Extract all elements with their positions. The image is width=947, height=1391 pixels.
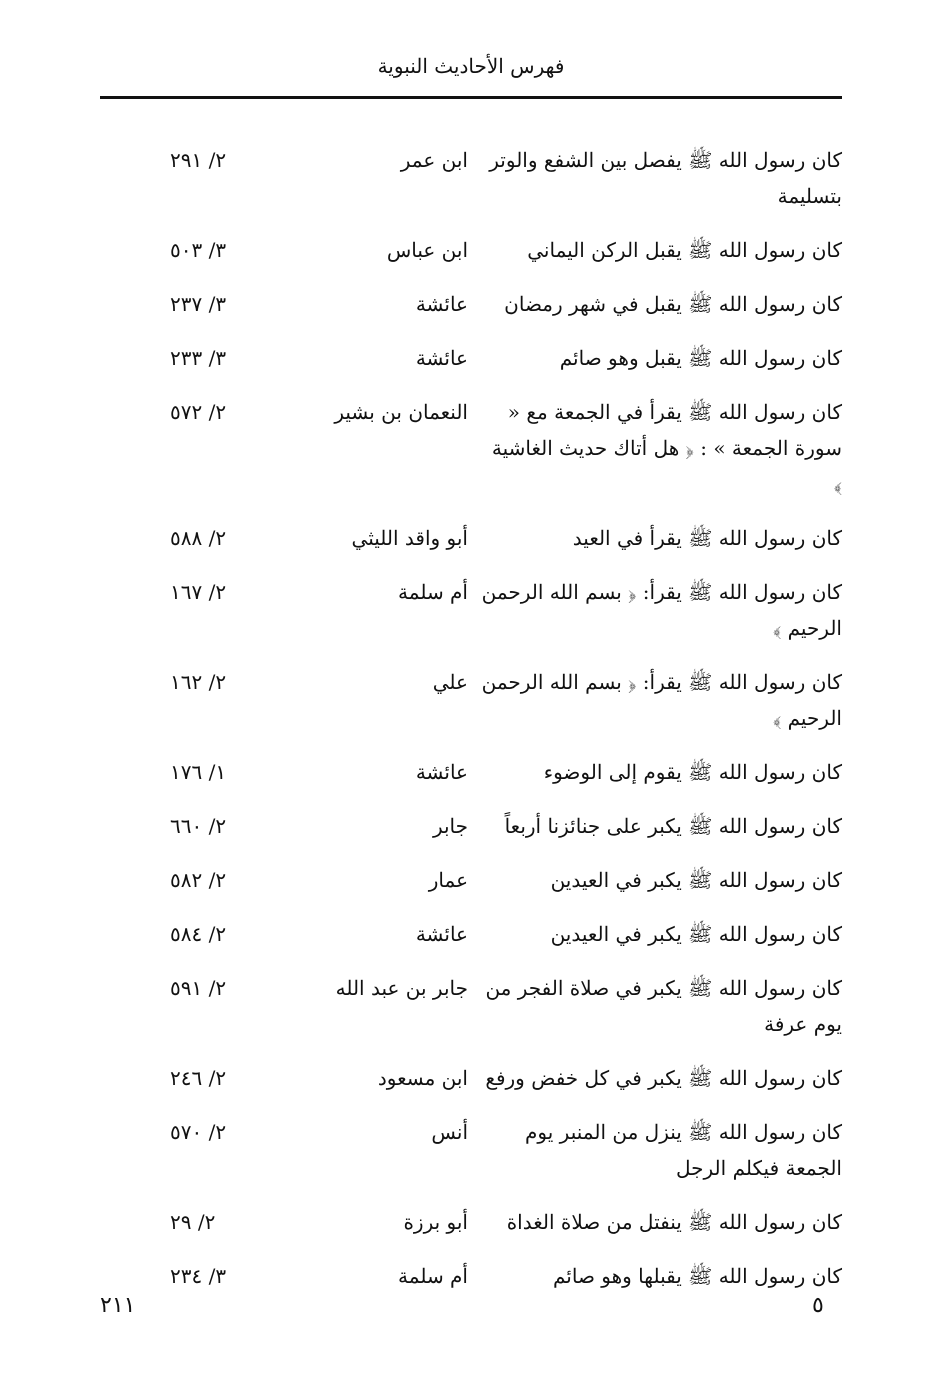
index-entry bbox=[150, 1204, 842, 1240]
hadith-text: كان رسول الله ﷺ يكبر على جنائزنا أربعاً bbox=[504, 814, 842, 838]
volume-page-reference: ٣/ ٢٣٧ bbox=[170, 292, 227, 316]
narrator-name: علي bbox=[432, 670, 468, 694]
index-entry bbox=[150, 232, 842, 268]
header-divider bbox=[100, 96, 842, 99]
page-header bbox=[100, 52, 842, 96]
index-entry bbox=[150, 754, 842, 790]
hadith-text: كان رسول الله ﷺ يقرأ: ﴿ بسم الله الرحمن الرحيم ﴾ bbox=[481, 670, 842, 730]
index-entry bbox=[150, 142, 842, 214]
narrator-name: عائشة bbox=[415, 292, 468, 316]
volume-page-reference: ٢/ ٥٨٤ bbox=[170, 922, 227, 946]
index-entry bbox=[150, 862, 842, 898]
narrator-name: عائشة bbox=[415, 346, 468, 370]
volume-page-reference: ٢/ ٢٩١ bbox=[170, 148, 227, 172]
hadith-text: كان رسول الله ﷺ ينفتل من صلاة الغداة bbox=[506, 1210, 842, 1234]
volume-page-reference: ٢/ ٥٨٨ bbox=[170, 526, 227, 550]
volume-page-reference: ١/ ١٧٦ bbox=[170, 760, 227, 784]
narrator-name: جابر بن عبد الله bbox=[335, 976, 468, 1000]
narrator-name: أم سلمة bbox=[398, 580, 468, 604]
index-entry bbox=[150, 574, 842, 646]
hadith-text: كان رسول الله ﷺ ينزل من المنبر يوم الجمعة فيكلم الرجل bbox=[525, 1120, 842, 1180]
volume-page-reference: ٣/ ٢٣٤ bbox=[170, 1264, 227, 1288]
index-entry bbox=[150, 970, 842, 1042]
narrator-name: ابن مسعود bbox=[377, 1066, 468, 1090]
hadith-text: كان رسول الله ﷺ يقبلها وهو صائم bbox=[552, 1264, 842, 1288]
hadith-text: كان رسول الله ﷺ يفصل بين الشفع والوتر بتسليمة bbox=[489, 148, 842, 208]
index-entry bbox=[150, 1114, 842, 1186]
index-entry bbox=[150, 916, 842, 952]
volume-page-reference: ٢/ ٥٩١ bbox=[170, 976, 227, 1000]
hadith-text: كان رسول الله ﷺ يكبر في العيدين bbox=[550, 922, 842, 946]
volume-page-reference: ٢/ ٥٧٢ bbox=[170, 400, 227, 424]
hadith-text: كان رسول الله ﷺ يكبر في العيدين bbox=[550, 868, 842, 892]
volume-page-reference: ٢/ ١٦٧ bbox=[170, 580, 227, 604]
narrator-name: عائشة bbox=[415, 760, 468, 784]
volume-page-reference: ٢/ ٢٩ bbox=[170, 1210, 216, 1234]
hadith-text: كان رسول الله ﷺ يقبل الركن اليماني bbox=[527, 238, 842, 262]
hadith-text: كان رسول الله ﷺ يقرأ: ﴿ بسم الله الرحمن الرحيم ﴾ bbox=[481, 580, 842, 640]
volume-page-reference: ٢/ ١٦٢ bbox=[170, 670, 227, 694]
volume-page-reference: ٢/ ٥٧٠ bbox=[170, 1120, 227, 1144]
index-entry bbox=[150, 1060, 842, 1096]
index-entry bbox=[150, 520, 842, 556]
hadith-text: كان رسول الله ﷺ يقبل وهو صائم bbox=[559, 346, 842, 370]
narrator-name: أم سلمة bbox=[398, 1264, 468, 1288]
narrator-name: أبو واقد الليثي bbox=[351, 526, 468, 550]
narrator-name: ابن عمر bbox=[400, 148, 468, 172]
index-entry bbox=[150, 394, 842, 502]
narrator-name: أنس bbox=[431, 1120, 468, 1144]
index-entry bbox=[150, 286, 842, 322]
hadith-text: كان رسول الله ﷺ يكبر في كل خفض ورفع bbox=[485, 1066, 842, 1090]
signature-mark: ٥ bbox=[812, 1293, 824, 1318]
volume-page-reference: ٢/ ٢٤٦ bbox=[170, 1066, 227, 1090]
hadith-text: كان رسول الله ﷺ يقبل في شهر رمضان bbox=[504, 292, 842, 316]
volume-page-reference: ٢/ ٦٦٠ bbox=[170, 814, 227, 838]
volume-page-reference: ٣/ ٥٠٣ bbox=[170, 238, 227, 262]
hadith-text: كان رسول الله ﷺ يقرأ في العيد bbox=[572, 526, 842, 550]
index-entry bbox=[150, 664, 842, 736]
hadith-text: كان رسول الله ﷺ يقرأ في الجمعة مع « سورة الجمعة » : ﴿ هل أتاك حديث الغاشية ﴾ bbox=[491, 400, 842, 496]
narrator-name: عمار bbox=[428, 868, 468, 892]
page-title: فهرس الأحاديث النبوية bbox=[377, 54, 565, 78]
hadith-index-list bbox=[150, 142, 842, 1312]
page-number: ٢١١ bbox=[100, 1293, 136, 1318]
hadith-text: كان رسول الله ﷺ يكبر في صلاة الفجر من يوم عرفة bbox=[485, 976, 842, 1036]
narrator-name: ابن عباس bbox=[386, 238, 468, 262]
narrator-name: عائشة bbox=[415, 922, 468, 946]
volume-page-reference: ٣/ ٢٣٣ bbox=[170, 346, 227, 370]
volume-page-reference: ٢/ ٥٨٢ bbox=[170, 868, 227, 892]
index-entry bbox=[150, 808, 842, 844]
index-entry bbox=[150, 340, 842, 376]
narrator-name: النعمان بن بشير bbox=[334, 400, 468, 424]
narrator-name: أبو برزة bbox=[403, 1210, 468, 1234]
narrator-name: جابر bbox=[432, 814, 468, 838]
index-entry bbox=[150, 1258, 842, 1294]
hadith-text: كان رسول الله ﷺ يقوم إلى الوضوء bbox=[543, 760, 842, 784]
